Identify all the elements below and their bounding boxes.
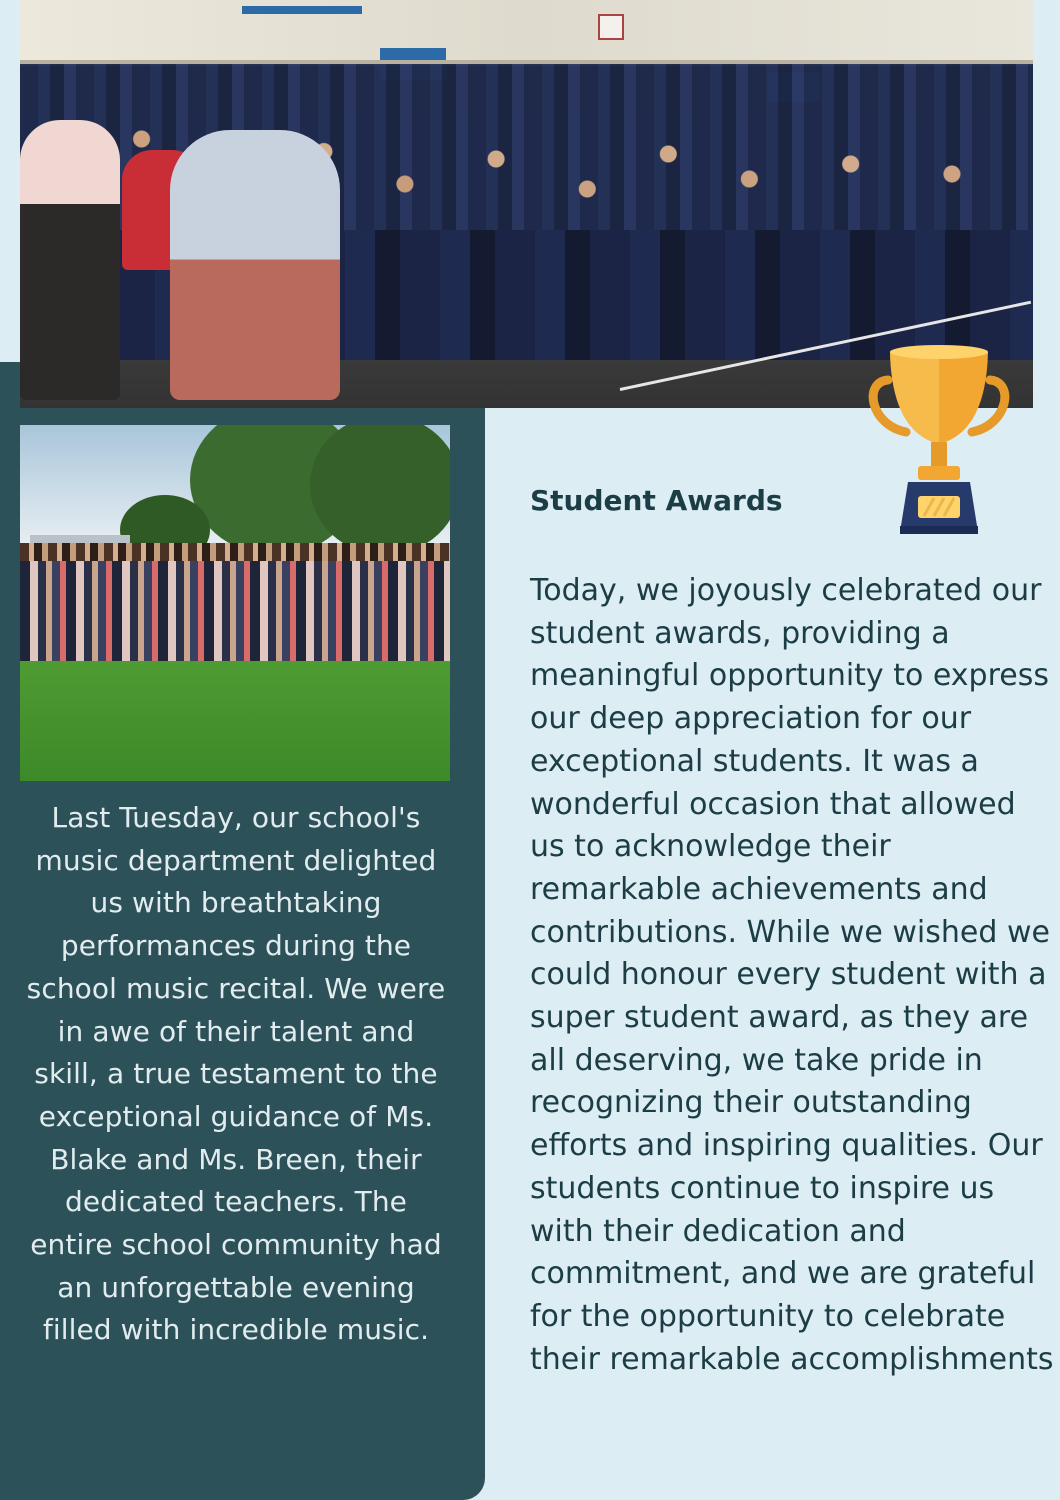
music-recital-text: Last Tuesday, our school's music department delighted us with breathtaking performances during the school music recital. We were in awe of their talent and skill, a true testament to the exceptional guidance of Ms. Blake and Ms. Breen, their dedicated teachers. The entire school community had an unforgettable evening filled with incredible music.: [26, 801, 446, 1347]
student-heads: [20, 543, 450, 561]
hall-banner: [242, 6, 362, 14]
student-awards-heading: Student Awards: [530, 484, 783, 517]
lawn: [20, 661, 450, 781]
hall-wall: [20, 0, 1033, 62]
student-awards-text: Today, we joyously celebrated our student awards, providing a meaningful opportunity to express our deep appreciation for our exceptional students. It was a wonderful occasion that allowed us to acknowledge their remarkable achievements and contributions. While we wished we could honour every student with a super student award, as they are all deserving, we take pride in recognizing their outstanding efforts and inspiring qualities. Our students continue to inspire us with their dedication and commitment, and we are grateful for the opportunity to celebrate their remarkable accomplishments: [530, 573, 1054, 1377]
teacher-figure: [20, 120, 120, 400]
basketball-hoop: [598, 14, 624, 40]
lawn-photo: [20, 425, 450, 781]
teacher-figure: [170, 130, 340, 400]
trophy-icon: [868, 340, 1010, 538]
